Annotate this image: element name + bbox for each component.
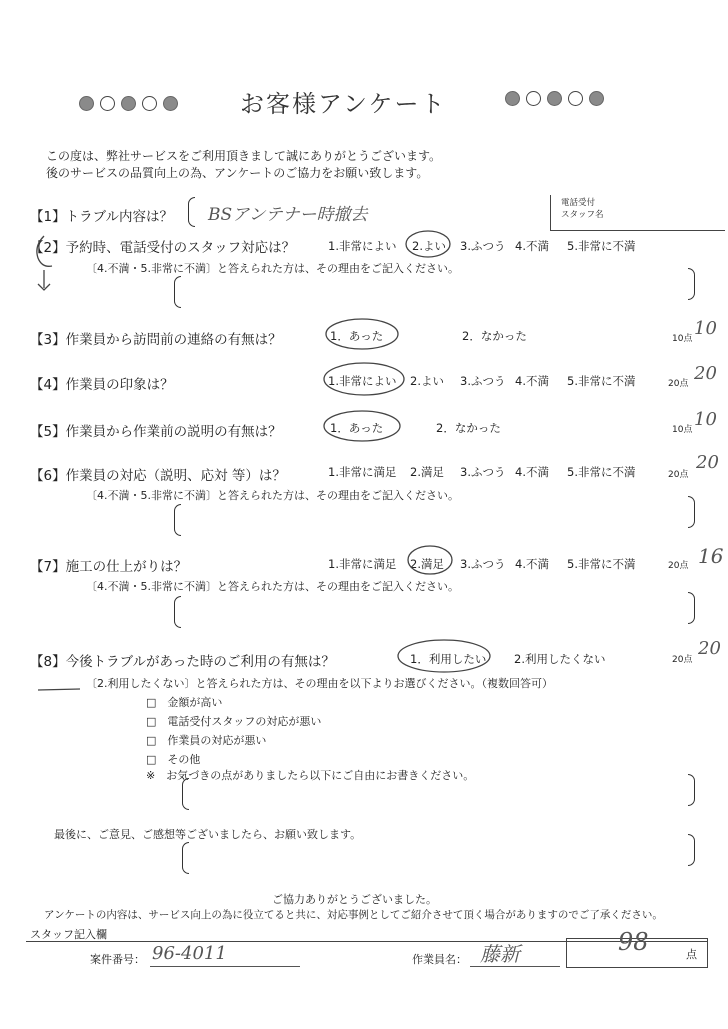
- q7-option-4: 4.不満: [515, 557, 549, 571]
- q4-label: 【4】作業員の印象は？: [30, 377, 174, 393]
- q7-option-1: 1.非常に満足: [328, 557, 397, 571]
- case-number: 96-4011: [152, 943, 227, 964]
- q8-note: 〔2.利用したくない〕と答えられた方は、その理由を以下よりお選びください。（複数回答可）: [86, 677, 553, 690]
- q8-score: 20: [698, 638, 721, 659]
- q7-option-5: 5.非常に不満: [567, 557, 636, 571]
- q8-option-2: 2.利用したくない: [514, 652, 606, 666]
- q5-circle-mark: [324, 411, 400, 441]
- q5-option-2: 2．なかった: [436, 421, 501, 435]
- q4-score: 20: [694, 363, 717, 384]
- q7-option-2: 2.満足: [410, 557, 444, 571]
- q8-reason-2: □ 電話受付スタッフの対応が悪い: [146, 715, 322, 728]
- q8-free-note: ※ お気づきの点がありましたら以下にご自由にお書きください。: [146, 769, 475, 782]
- q5-score: 10: [694, 409, 717, 430]
- q6-note: 〔4.不満・5.非常に不満〕と答えられた方は、その理由をご記入ください。: [86, 489, 459, 502]
- q6-label: 【6】作業員の対応（説明、応対 等）は？: [30, 468, 286, 484]
- q2-note: 〔4.不満・5.非常に不満〕と答えられた方は、その理由をご記入ください。: [86, 262, 459, 275]
- q2-option-1: 1.非常によい: [328, 239, 397, 253]
- q6-option-2: 2.満足: [410, 465, 444, 479]
- q1-label: 【1】トラブル内容は？: [30, 209, 174, 225]
- q3-points: 10点: [672, 334, 693, 344]
- q7-points: 20点: [668, 561, 689, 571]
- staff-box-line-1: 電話受付: [561, 198, 596, 208]
- page-title: お客様アンケート: [240, 90, 447, 118]
- q8-circle-mark: [398, 640, 490, 672]
- q4-option-2: 2.よい: [410, 374, 444, 388]
- q8-dash-mark: [38, 689, 80, 690]
- q4-option-4: 4.不満: [515, 374, 549, 388]
- q2-option-2: 2.よい: [412, 239, 446, 253]
- q4-option-5: 5.非常に不満: [567, 374, 636, 388]
- closing-last: 最後に、ご意見、ご感想等ございましたら、お願い致します。: [54, 828, 362, 841]
- q7-label: 【7】施工の仕上がりは？: [30, 559, 188, 575]
- q3-option-2: 2．なかった: [462, 329, 527, 343]
- q2-label: 【2】予約時、電話受付のスタッフ対応は？: [30, 240, 296, 256]
- q5-label: 【5】作業員から作業前の説明の有無は？: [30, 424, 282, 440]
- q1-answer: BSアンテナー時撤去: [208, 205, 368, 225]
- q7-score: 16: [698, 544, 724, 568]
- q3-label: 【3】作業員から訪問前の連絡の有無は？: [30, 332, 282, 348]
- worker-label: 作業員名：: [412, 953, 467, 966]
- q6-option-4: 4.不満: [515, 465, 549, 479]
- intro-line-1: この度は、弊社サービスをご利用頂きまして誠にありがとうございます。: [46, 149, 442, 163]
- q4-circle-mark: [324, 363, 404, 395]
- q2-option-5: 5.非常に不満: [567, 239, 636, 253]
- q3-circle-mark: [326, 319, 398, 349]
- q5-points: 10点: [672, 425, 693, 435]
- q6-score: 20: [696, 452, 719, 473]
- q2-option-4: 4.不満: [515, 239, 549, 253]
- q2-side-mark: [37, 236, 52, 290]
- q2-circle-mark: [406, 231, 450, 257]
- q5-option-1: 1．あった: [330, 421, 384, 435]
- closing-thanks: ご協力ありがとうございました。: [272, 893, 437, 906]
- q8-option-1: 1．利用したい: [410, 652, 487, 666]
- q4-points: 20点: [668, 379, 689, 389]
- q7-note: 〔4.不満・5.非常に不満〕と答えられた方は、その理由をご記入ください。: [86, 580, 459, 593]
- q7-option-3: 3.ふつう: [460, 557, 506, 571]
- total-score-unit: 点: [686, 948, 697, 961]
- q8-points: 20点: [672, 655, 693, 665]
- case-label: 案件番号：: [90, 953, 145, 966]
- q7-circle-mark: [408, 546, 452, 574]
- intro-line-2: 後のサービスの品質向上の為、アンケートのご協力をお願い致します。: [46, 166, 429, 180]
- staff-box-line-2: スタッフ名: [561, 210, 604, 220]
- q2-option-3: 3.ふつう: [460, 239, 506, 253]
- q8-reason-3: □ 作業員の対応が悪い: [146, 734, 267, 747]
- total-score: 98: [618, 928, 649, 956]
- q3-option-1: 1．あった: [330, 329, 384, 343]
- worker-name: 藤新: [480, 942, 520, 966]
- q6-option-1: 1.非常に満足: [328, 465, 397, 479]
- q8-reason-4: □ その他: [146, 753, 201, 766]
- q6-option-5: 5.非常に不満: [567, 465, 636, 479]
- staff-fill-label: スタッフ記入欄: [30, 928, 107, 941]
- q8-label: 【8】今後トラブルがあった時のご利用の有無は？: [30, 654, 335, 670]
- q6-option-3: 3.ふつう: [460, 465, 506, 479]
- q8-reason-1: □ 金額が高い: [146, 696, 223, 709]
- q4-option-3: 3.ふつう: [460, 374, 506, 388]
- q3-score: 10: [694, 318, 717, 339]
- closing-notice: アンケートの内容は、サービス向上の為に役立てると共に、対応事例としてご紹介させて頂く場合がありますのでご了承ください。: [44, 909, 663, 921]
- q4-option-1: 1.非常によい: [328, 374, 397, 388]
- q6-points: 20点: [668, 470, 689, 480]
